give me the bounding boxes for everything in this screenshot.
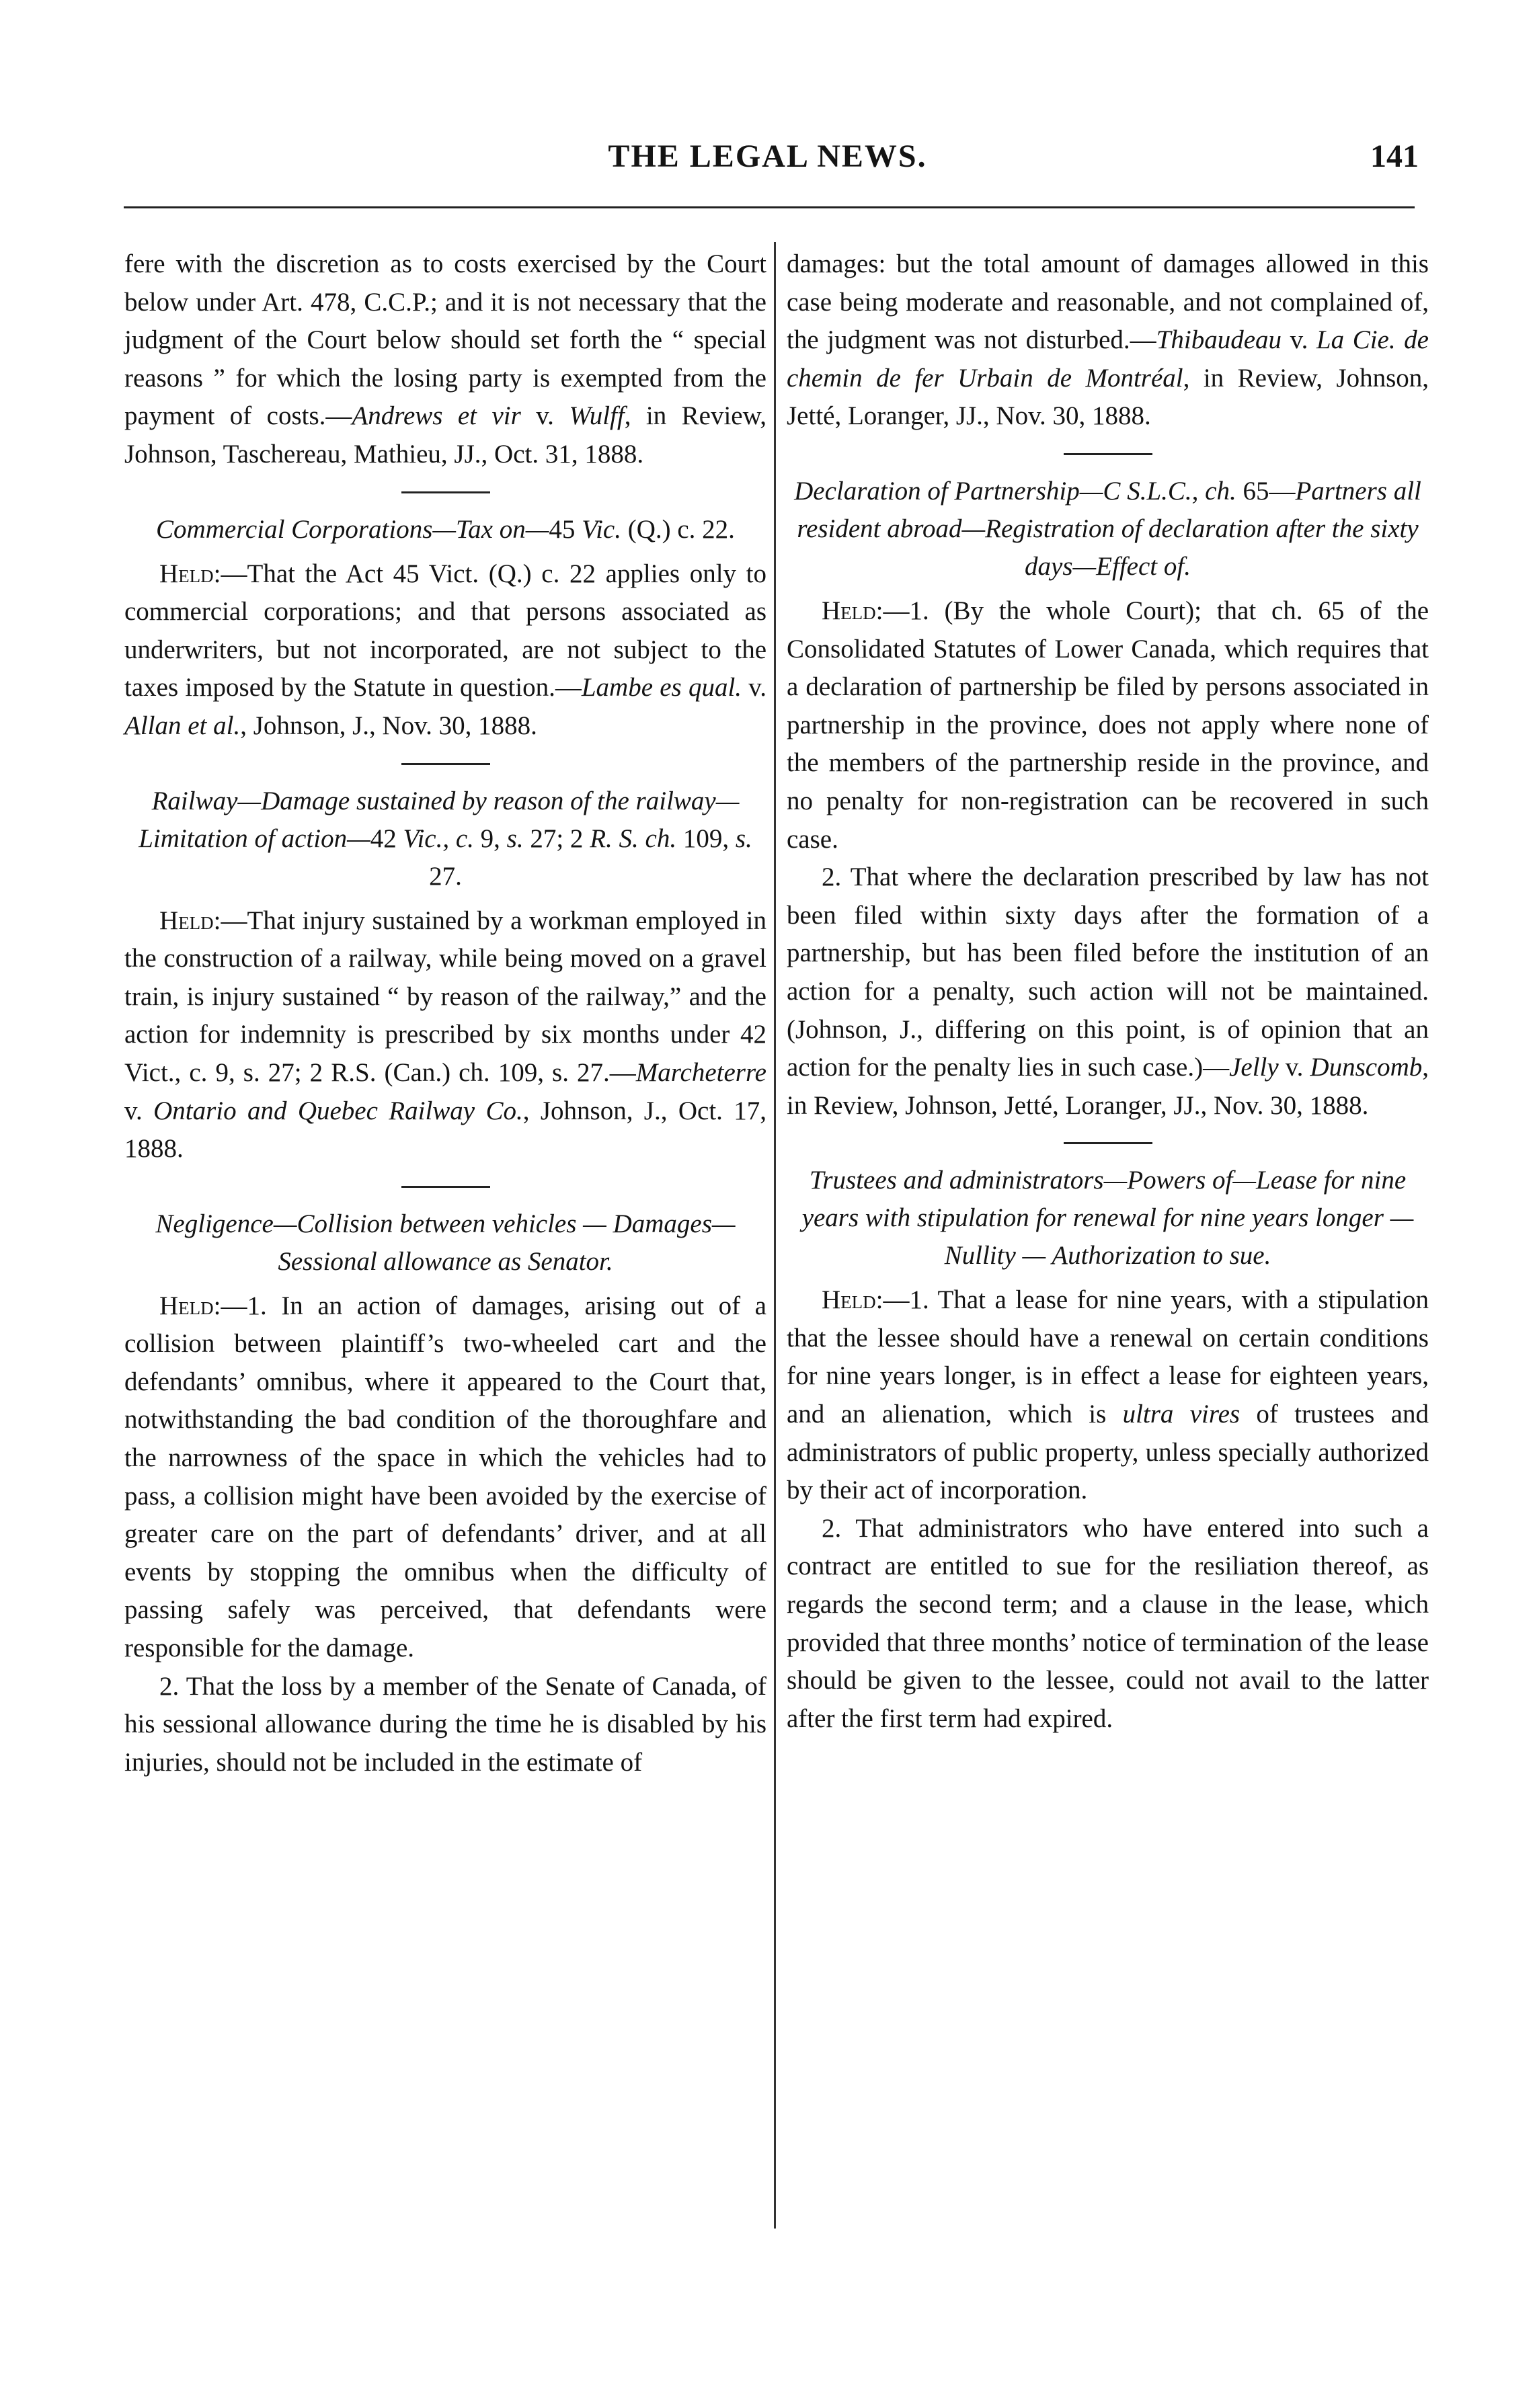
paragraph: Held:—1. In an action of damages, arising out of a collision between plaintiff’s two-wheeled cart and the defendants’ omnibus, where it appeared to the Court that, notwithstanding the bad condition of the thoroughfare and the narrowness of the space in which the vehicles had to pass, a collision might have been avoided by the exercise of greater care on the part of defendants’ driver, and at all events by stopping the omnibus when the difficulty of passing safely was perceived, that defendants were responsible for the damage. (124, 1291, 766, 1663)
section-separator (1064, 1142, 1152, 1144)
left-column (124, 245, 766, 1781)
paragraph: damages: but the total amount of damages allowed in this case being moderate and reasonable, and not complained of, the judgment was not disturbed.—Thibaudeau v. La Cie. de chemin de fer Urbain de Montréal, in Review, Johnson, Jetté, Loranger, JJ., Nov. 30, 1888. (787, 249, 1429, 431)
section-separator (1064, 453, 1152, 455)
paragraph: 2. That administrators who have entered into such a contract are entitled to sue for the resiliation thereof, as regards the second term; and a clause in the lease, which provided that three months’ notice of termination of the lease should be given to the lessee, could not avail to the latter after the first term had expired. (787, 1513, 1429, 1733)
paragraph: Held:—That the Act 45 Vict. (Q.) c. 22 applies only to commercial corporations; and that persons associated as underwriters, but not incorporated, are not subject to the taxes imposed by the Statute in question.—Lambe es qual. v. Allan et al., Johnson, J., Nov. 30, 1888. (124, 559, 767, 740)
case-heading: Declaration of Partnership—C S.L.C., ch. 65—Partners all resident abroad—Registration of declaration after the sixty days—Effect of. (794, 476, 1421, 581)
paragraph: Held:—1. (By the whole Court); that ch. 65 of the Consolidated Statutes of Lower Canada, which requires that a declaration of partnership be filed by persons associated in partnership in the province, does not apply where none of the members of the partnership reside in the province, and no penalty for non-registration can be recovered in such case. (787, 596, 1429, 854)
paragraph: fere with the discretion as to costs exercised by the Court below under Art. 478, C.C.P.; and it is not necessary that the judgment of the Court below should set forth the “ special reasons ” for which the losing party is exempted from the payment of costs.—Andrews et vir v. Wulff, in Review, Johnson, Taschereau, Mathieu, JJ., Oct. 31, 1888. (124, 249, 766, 469)
section-separator (401, 491, 490, 493)
case-heading: Railway—Damage sustained by reason of the railway—Limitation of action—42 Vic., c. 9, s. 27; 2 R. S. ch. 109, s. 27. (139, 786, 752, 891)
paragraph: 2. That where the declaration prescribed by law has not been filed within sixty days after the formation of a partnership, but has been filed before the institution of an action for a penalty, such action will not be maintained. (Johnson, J., differing on this point, is of opinion that an action for the penalty lies in such case.)—Jelly v. Dunscomb, in Review, Johnson, Jetté, Loranger, JJ., Nov. 30, 1888. (787, 862, 1429, 1120)
case-heading: Negligence—Collision between vehicles — Damages—Sessional allowance as Senator. (155, 1209, 736, 1276)
case-heading: Commercial Corporations—Tax on—45 Vic. (Q.) c. 22. (156, 514, 735, 544)
page-number: 141 (1370, 138, 1419, 174)
paragraph: Held:—1. That a lease for nine years, with a stipulation that the lessee should have a renewal on certain conditions for nine years longer, is in effect a lease for eighteen years, and an alienation, which is ultra vires of trustees and administrators of public property, unless specially authorized by their act of incorporation. (787, 1285, 1429, 1505)
section-separator (401, 1186, 490, 1188)
running-title: THE LEGAL NEWS. (608, 138, 927, 174)
right-column (787, 245, 1429, 1738)
section-separator (401, 763, 490, 765)
header-rule (124, 206, 1415, 208)
column-divider (774, 242, 776, 2229)
paragraph: Held:—That injury sustained by a workman employed in the construction of a railway, while being moved on a gravel train, is injury sustained “ by reason of the railway,” and the action for indemnity is prescribed by six months under 42 Vict., c. 9, s. 27; 2 R.S. (Can.) ch. 109, s. 27.—Marcheterre v. Ontario and Quebec Railway Co., Johnson, J., Oct. 17, 1888. (124, 906, 767, 1164)
paragraph: 2. That the loss by a member of the Senate of Canada, of his sessional allowance during the time he is disabled by his injuries, should not be included in the estimate of (124, 1671, 766, 1777)
case-heading: Trustees and administrators—Powers of—Lease for nine years with stipulation for renewal for nine years longer — Nullity — Authorization to sue. (801, 1166, 1414, 1271)
